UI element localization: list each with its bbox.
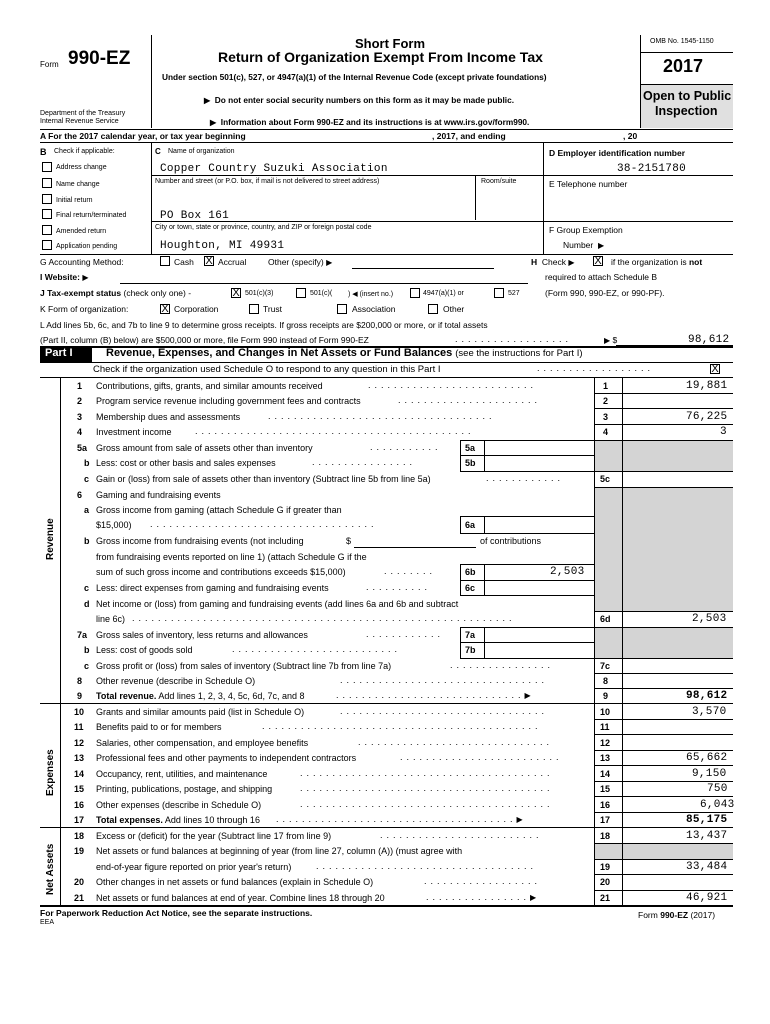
line-g-label: G Accounting Method: <box>40 257 124 267</box>
line-8-text: Other revenue (describe in Schedule O) <box>96 676 256 686</box>
part-title: Revenue, Expenses, and Changes in Net Assets or Fund Balances (see the instructions for Part I) <box>106 347 583 359</box>
d-label: D Employer identification number <box>549 148 686 158</box>
line-h-text3: (Form 990, 990-EZ, or 990-PF). <box>545 288 665 298</box>
info-line: ▶ Information about Form 990-EZ and its instructions is at www.irs.gov/form990. <box>210 117 530 127</box>
line-20-box: 20 <box>600 877 611 887</box>
line-6c-box: 6c <box>465 583 476 593</box>
line-2-num: 2 <box>77 396 83 406</box>
ein-value[interactable]: 38-2151780 <box>617 163 687 175</box>
arrow-icon: ▶ <box>516 815 527 824</box>
line-6d-value[interactable]: 2,503 <box>692 613 727 625</box>
line-6b-contrib-field[interactable] <box>354 547 476 548</box>
line-20-num: 20 <box>74 877 85 887</box>
line-5a-box: 5a <box>465 443 476 453</box>
line-19-value[interactable]: 33,484 <box>686 861 728 873</box>
eea-label: EEA <box>40 919 55 926</box>
line-1-text: Contributions, gifts, grants, and similar amounts received <box>96 381 323 391</box>
501c-close: ) ◀ (insert no.) <box>348 291 394 298</box>
line-11-box: 11 <box>600 722 610 732</box>
line-6b-value[interactable]: 2,503 <box>550 566 585 578</box>
f-label: F Group Exemption <box>549 225 623 235</box>
501c3-checkbox[interactable]: X <box>232 287 240 299</box>
e-label: E Telephone number <box>549 179 628 189</box>
website-field[interactable] <box>120 283 528 284</box>
line-15-value[interactable]: 750 <box>707 783 728 795</box>
line-6d-text2: line 6c) <box>96 614 126 624</box>
line-6a-text2: $15,000) <box>96 520 132 530</box>
line-h-text1: if the organization is not <box>611 257 703 267</box>
application-pending-checkbox[interactable] <box>42 240 52 250</box>
schedule-o-text: Check if the organization used Schedule O to respond to any question in this Part I <box>93 364 441 375</box>
line-18-num: 18 <box>74 831 85 841</box>
form-number: 990-EZ <box>68 48 131 69</box>
line-9-text: Total revenue. Add lines 1, 2, 3, 4, 5c, 6d, 7c, and 8 <box>96 691 305 701</box>
line-21-box: 21 <box>600 893 611 903</box>
line-7b-num: b <box>84 645 90 655</box>
line-3-num: 3 <box>77 412 83 422</box>
line-6-text: Gaming and fundraising events <box>96 490 221 500</box>
amended-return-checkbox[interactable] <box>42 225 52 235</box>
open-public-1: Open to Public <box>643 89 732 103</box>
tax-year: 2017 <box>663 56 704 76</box>
part-tag: Part I <box>45 347 73 359</box>
line-6d-box: 6d <box>600 614 611 624</box>
line-13-text: Professional fees and other payments to independent contractors <box>96 753 357 763</box>
net-assets-side-label: Net Assets <box>45 843 56 895</box>
line-6b-text3: sum of such gross income and contributions exceeds $15,000) <box>96 567 346 577</box>
gross-receipts-value[interactable]: 98,612 <box>688 334 730 346</box>
line-15-num: 15 <box>74 784 85 794</box>
form-ref: Form 990-EZ (2017) <box>638 910 716 920</box>
line-17-num: 17 <box>74 815 85 825</box>
form-word: Form <box>40 60 59 69</box>
c-name-label: Name of organization <box>168 148 235 155</box>
organization-name[interactable]: Copper Country Suzuki Association <box>160 163 388 175</box>
corporation-label: Corporation <box>174 304 219 314</box>
paperwork-notice: For Paperwork Reduction Act Notice, see the separate instructions. <box>40 908 313 918</box>
line-14-num: 14 <box>74 769 85 779</box>
line-a-label: A For the 2017 calendar year, or tax year beginning <box>40 131 246 141</box>
line-6c-num: c <box>84 583 90 593</box>
final-return-checkbox[interactable] <box>42 209 52 219</box>
title-short: Short Form <box>355 36 426 51</box>
line-4-text: Investment income <box>96 427 172 437</box>
line-5a-text: Gross amount from sale of assets other than inventory <box>96 443 313 453</box>
line-1-value[interactable]: 19,881 <box>686 380 728 392</box>
association-label: Association <box>352 304 396 314</box>
line-j-label: J Tax-exempt status (check only one) - <box>40 288 192 298</box>
line-6c-text: Less: direct expenses from gaming and fundraising events <box>96 583 329 593</box>
line-a-mid: , 2017, and ending <box>432 131 506 141</box>
under-section: Under section 501(c), 527, or 4947(a)(1) of the Internal Revenue Code (except private foundations) <box>162 72 547 82</box>
line-7c-box: 7c <box>600 661 611 671</box>
b-label: B <box>40 147 47 157</box>
line-14-box: 14 <box>600 769 611 779</box>
line-6d-num: d <box>84 599 90 609</box>
line-21-value[interactable]: 46,921 <box>686 892 728 904</box>
line-9-num: 9 <box>77 691 83 701</box>
line-11-num: 11 <box>74 722 84 732</box>
line-10-value[interactable]: 3,570 <box>692 706 727 718</box>
line-h-text2: required to attach Schedule B <box>545 272 657 282</box>
527-checkbox[interactable] <box>494 288 504 298</box>
line-17-box: 17 <box>600 815 611 825</box>
other-method-label: Other (specify) ▶ <box>268 257 333 267</box>
arrow-icon: ▶ <box>568 258 575 267</box>
line-6b-dollar: $ <box>346 536 352 546</box>
line-10-box: 10 <box>600 707 611 717</box>
line-12-text: Salaries, other compensation, and employee benefits <box>96 738 309 748</box>
501c3-label: 501(c)(3) <box>245 290 274 297</box>
arrow-icon: ▶ <box>210 118 217 127</box>
line-7c-num: c <box>84 661 90 671</box>
no-ssn-notice: ▶ Do not enter social security numbers on this form as it may be made public. <box>204 95 514 105</box>
initial-return-checkbox[interactable] <box>42 194 52 204</box>
line-l-text2: (Part II, column (B) below) are $500,000 or more, file Form 990 instead of Form 990-EZ <box>40 335 369 345</box>
line-19-text: Net assets or fund balances at beginning of year (from line 27, column (A)) (must agree with <box>96 846 463 856</box>
city-label: City or town, state or province, country, and ZIP or foreign postal code <box>155 224 372 231</box>
line-11-text: Benefits paid to or for members <box>96 722 222 732</box>
room-suite-label: Room/suite <box>481 178 517 185</box>
line-17-text: Total expenses. Add lines 10 through 16 <box>96 815 260 825</box>
line-14-value[interactable]: 9,150 <box>692 768 727 780</box>
line-12-num: 12 <box>74 738 85 748</box>
initial-return-label: Initial return <box>56 197 93 204</box>
line-1-box: 1 <box>603 381 609 391</box>
final-return-label: Final return/terminated <box>56 212 127 219</box>
line-l-dollar: ▶ $ <box>604 335 618 345</box>
street-address[interactable]: PO Box 161 <box>160 210 230 222</box>
line-2-text: Program service revenue including government fees and contracts <box>96 396 361 406</box>
title-main: Return of Organization Exempt From Income Tax <box>218 49 543 65</box>
line-6b-text2: from fundraising events reported on line 1) (attach Schedule G if the <box>96 552 367 562</box>
line-k-label: K Form of organization: <box>40 304 129 314</box>
501c-label: 501(c)( <box>310 290 333 297</box>
line-7c-text: Gross profit or (loss) from sales of inventory (Subtract line 7b from line 7a) <box>96 661 392 671</box>
line-5c-box: 5c <box>600 474 611 484</box>
line-18-value[interactable]: 13,437 <box>686 830 728 842</box>
b-check-applicable: Check if applicable: <box>54 148 115 155</box>
line-i-label: I Website: ▶ <box>40 272 89 282</box>
line-16-num: 16 <box>74 800 85 810</box>
line-h-label: H Check ▶ <box>531 257 575 267</box>
line-19-text2: end-of-year figure reported on prior year's return) <box>96 862 292 872</box>
open-public-2: Inspection <box>655 104 718 118</box>
street-label: Number and street (or P.O. box, if mail is not delivered to street address) <box>155 178 380 185</box>
line-9-box: 9 <box>603 691 609 701</box>
arrow-icon: ▶ <box>326 258 333 267</box>
501c-checkbox[interactable] <box>296 288 306 298</box>
line-8-box: 8 <box>603 676 609 686</box>
line-18-text: Excess or (deficit) for the year (Subtract line 17 from line 9) <box>96 831 332 841</box>
schedule-b-checkbox[interactable]: X <box>594 255 602 267</box>
address-change-checkbox[interactable] <box>42 162 52 172</box>
dept-treasury: Department of the Treasury <box>40 110 126 117</box>
city-state-zip[interactable]: Houghton, MI 49931 <box>160 240 285 252</box>
line-4-value[interactable]: 3 <box>720 426 727 438</box>
arrow-left-icon: ◀ <box>352 291 358 298</box>
arrow-icon: ▶ <box>604 336 611 345</box>
line-6a-text: Gross income from gaming (attach Schedule G if greater than <box>96 505 342 515</box>
4947-checkbox[interactable] <box>410 288 420 298</box>
schedule-o-checkbox[interactable]: X <box>711 363 719 375</box>
arrow-icon: ▶ <box>82 273 89 282</box>
line-7a-text: Gross sales of inventory, less returns and allowances <box>96 630 308 640</box>
line-6b-of-contrib: of contributions <box>480 536 542 546</box>
c-label: C <box>155 147 161 156</box>
arrow-icon: ▶ <box>530 893 541 902</box>
trust-checkbox[interactable] <box>249 304 259 314</box>
line-6b-text: Gross income from fundraising events (not including <box>96 536 304 546</box>
amended-return-label: Amended return <box>56 228 107 235</box>
line-19-box: 19 <box>600 862 611 872</box>
line-7a-num: 7a <box>77 630 88 640</box>
name-change-label: Name change <box>56 181 100 188</box>
line-20-text: Other changes in net assets or fund balances (explain in Schedule O) <box>96 877 374 887</box>
accrual-label: Accrual <box>218 257 247 267</box>
line-5a-num: 5a <box>77 443 88 453</box>
line-6-num: 6 <box>77 490 83 500</box>
association-checkbox[interactable] <box>337 304 347 314</box>
line-13-value[interactable]: 65,662 <box>686 752 728 764</box>
line-1-num: 1 <box>77 381 83 391</box>
line-16-text: Other expenses (describe in Schedule O) <box>96 800 262 810</box>
line-21-text: Net assets or fund balances at end of year. Combine lines 18 through 20 <box>96 893 385 903</box>
line-13-box: 13 <box>600 753 611 763</box>
line-3-box: 3 <box>603 412 609 422</box>
line-12-box: 12 <box>600 738 611 748</box>
line-10-num: 10 <box>74 707 85 717</box>
address-change-label: Address change <box>56 164 107 171</box>
revenue-side-label: Revenue <box>45 518 56 560</box>
line-10-text: Grants and similar amounts paid (list in Schedule O) <box>96 707 305 717</box>
corporation-checkbox[interactable]: X <box>161 303 169 315</box>
omb-number: OMB No. 1545-1150 <box>650 38 714 45</box>
line-3-text: Membership dues and assessments <box>96 412 241 422</box>
other-org-label: Other <box>443 304 465 314</box>
cash-label: Cash <box>174 257 194 267</box>
line-7b-box: 7b <box>465 645 476 655</box>
line-15-box: 15 <box>600 784 611 794</box>
line-6a-box: 6a <box>465 520 476 530</box>
line-5c-num: c <box>84 474 90 484</box>
line-9-value[interactable]: 98,612 <box>686 690 728 702</box>
line-5b-text: Less: cost or other basis and sales expenses <box>96 458 276 468</box>
application-pending-label: Application pending <box>56 243 118 250</box>
line-4-box: 4 <box>603 427 609 437</box>
line-4-num: 4 <box>77 427 83 437</box>
line-6b-box: 6b <box>465 567 476 577</box>
line-2-box: 2 <box>603 396 609 406</box>
line-3-value[interactable]: 76,225 <box>686 411 728 423</box>
line-6a-num: a <box>84 505 90 515</box>
line-8-num: 8 <box>77 676 83 686</box>
trust-label: Trust <box>263 304 283 314</box>
f-number-label: Number ▶ <box>563 240 605 250</box>
arrow-icon: ▶ <box>597 241 605 250</box>
line-a-end: , 20 <box>623 131 638 141</box>
expenses-side-label: Expenses <box>45 749 56 796</box>
line-15-text: Printing, publications, postage, and shipping <box>96 784 273 794</box>
line-5c-text: Gain or (loss) from sale of assets other than inventory (Subtract line 5b from line 5a) <box>96 474 431 484</box>
arrow-icon: ▶ <box>524 691 535 700</box>
line-17-value[interactable]: 85,175 <box>686 814 728 826</box>
line-5b-num: b <box>84 458 90 468</box>
line-21-num: 21 <box>74 893 85 903</box>
line-6b-num: b <box>84 536 90 546</box>
line-18-box: 18 <box>600 831 611 841</box>
other-method-field[interactable] <box>352 268 494 269</box>
arrow-icon: ▶ <box>204 96 211 105</box>
line-7a-box: 7a <box>465 630 476 640</box>
line-7b-text: Less: cost of goods sold <box>96 645 193 655</box>
4947-label: 4947(a)(1) or <box>423 290 464 297</box>
cash-checkbox[interactable] <box>160 256 170 266</box>
accrual-checkbox[interactable]: X <box>205 255 213 267</box>
line-14-text: Occupancy, rent, utilities, and maintenance <box>96 769 268 779</box>
name-change-checkbox[interactable] <box>42 178 52 188</box>
line-l-text1: L Add lines 5b, 6c, and 7b to line 9 to determine gross receipts. If gross receipts are $200,000 or more, or if total assets <box>40 320 488 330</box>
527-label: 527 <box>508 290 520 297</box>
line-6d-text: Net income or (loss) from gaming and fundraising events (add lines 6a and 6b and subtract <box>96 599 459 609</box>
other-org-checkbox[interactable] <box>428 304 438 314</box>
line-16-value[interactable]: 6,043 <box>700 799 735 811</box>
line-5b-box: 5b <box>465 458 476 468</box>
line-19-num: 19 <box>74 846 85 856</box>
dept-irs: Internal Revenue Service <box>40 118 119 125</box>
line-13-num: 13 <box>74 753 85 763</box>
line-16-box: 16 <box>600 800 611 810</box>
